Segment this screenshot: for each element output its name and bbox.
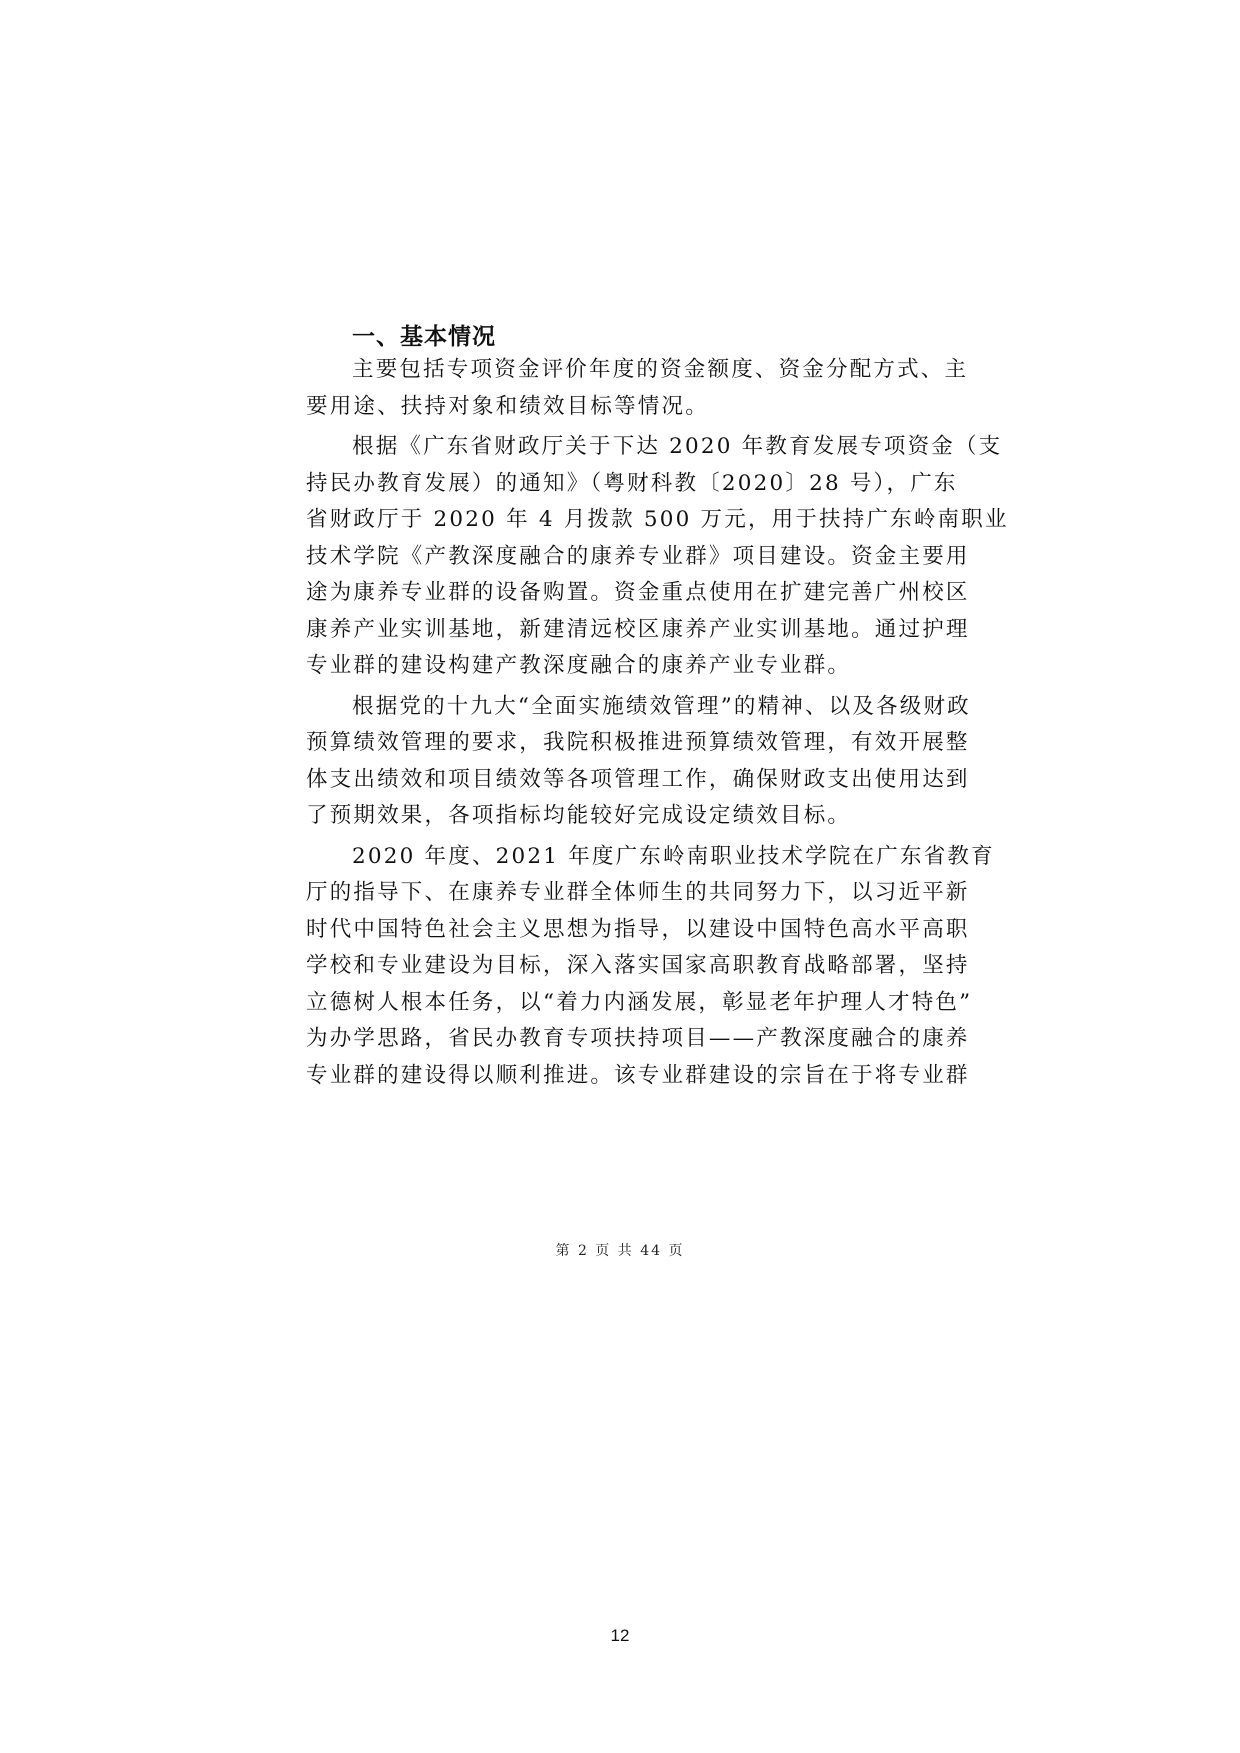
- section-heading: 一、基本情况: [352, 324, 496, 350]
- text-line: 省财政厅于 2020 年 4 月拨款 500 万元，用于扶持广东岭南职业: [306, 507, 1009, 532]
- text-line: 体支出绩效和项目绩效等各项管理工作，确保财政支出使用达到: [306, 766, 970, 792]
- text-line: 要用途、扶持对象和绩效目标等情况。: [306, 393, 709, 419]
- paragraph: [306, 429, 1009, 685]
- paragraph: [306, 689, 971, 835]
- inner-page-footer: 第 2 页 共 44 页: [555, 1243, 685, 1259]
- text-line: 立德树人根本任务，以“着力内涵发展，彰显老年护理人才特色”: [306, 989, 973, 1015]
- text-line: 为办学思路，省民办教育专项扶持项目——产教深度融合的康养: [306, 1026, 970, 1051]
- text-line: 时代中国特色社会主义思想为指导，以建设中国特色高水平高职: [306, 916, 970, 942]
- text-line: 专业群的建设得以顺利推进。该专业群建设的宗旨在于将专业群: [306, 1062, 970, 1088]
- text-line: 厅的指导下、在康养专业群全体师生的共同努力下，以习近平新: [306, 880, 970, 905]
- page-number: 12: [610, 1626, 630, 1645]
- body-text: [306, 352, 1009, 1098]
- text-line: 预算绩效管理的要求，我院积极推进预算绩效管理，有效开展整: [306, 730, 970, 755]
- text-line: 专业群的建设构建产教深度融合的康养产业专业群。: [306, 653, 852, 678]
- paragraph: [306, 839, 995, 1095]
- text-line: 根据党的十九大“全面实施绩效管理”的精神、以及各级财政: [352, 693, 971, 719]
- text-line: 根据《广东省财政厅关于下达 2020 年教育发展专项资金（支: [352, 434, 1003, 459]
- text-line: 途为康养专业群的设备购置。资金重点使用在扩建完善广州校区: [306, 580, 970, 605]
- text-line: 学校和专业建设为目标，深入落实国家高职教育战略部署，坚持: [306, 953, 970, 978]
- paragraph: [306, 352, 969, 425]
- text-line: 技术学院《产教深度融合的康养专业群》项目建设。资金主要用: [306, 543, 970, 569]
- text-line: 了预期效果，各项指标均能较好完成设定绩效目标。: [306, 803, 852, 828]
- text-line: 2020 年度、2021 年度广东岭南职业技术学院在广东省教育: [352, 843, 995, 869]
- text-line: 主要包括专项资金评价年度的资金额度、资金分配方式、主: [352, 357, 969, 382]
- text-line: 康养产业实训基地，新建清远校区康养产业实训基地。通过护理: [306, 616, 970, 642]
- text-line: 持民办教育发展）的通知》（粤财科教〔2020〕28 号），广东: [306, 470, 958, 496]
